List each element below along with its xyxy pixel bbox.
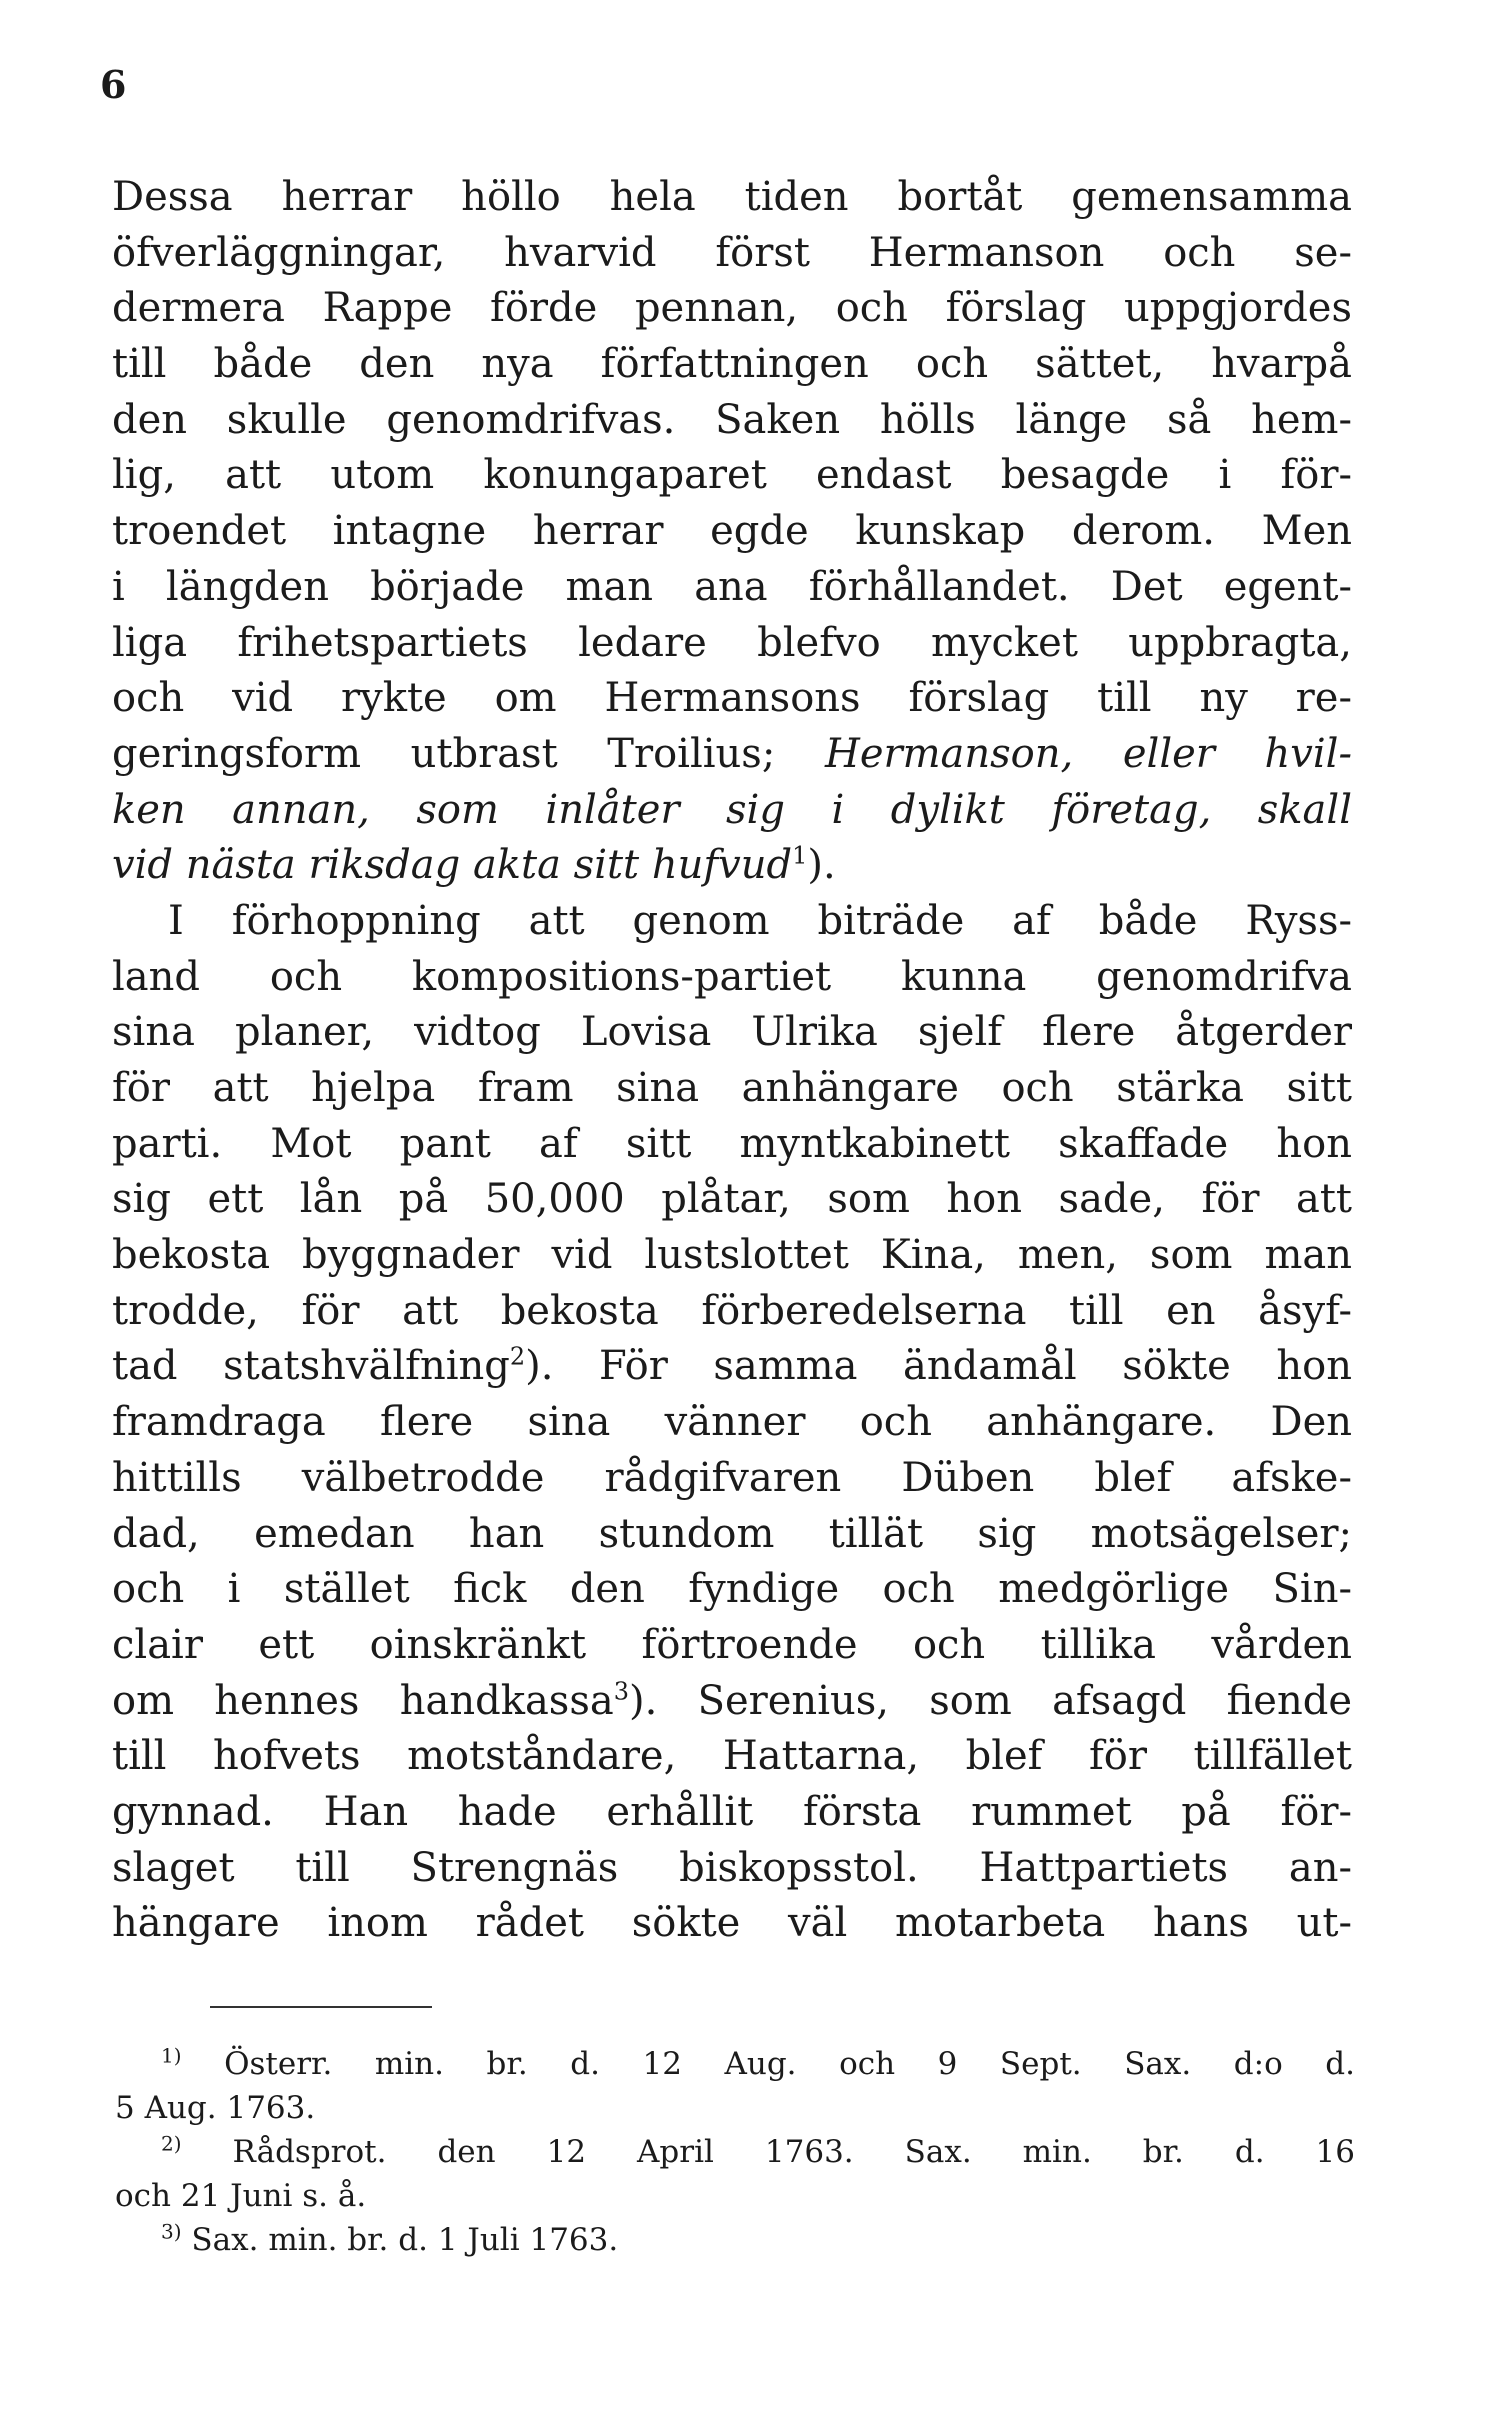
text-segment: ). [807,842,836,889]
text-segment: ). Serenius, som afsagd fiende [628,1677,1352,1724]
footnote-line: 5 Aug. 1763. [115,2090,316,2126]
footnote-mark: 1) [161,2043,182,2068]
text-line: clair ett oinskränkt förtroende och tillika vården [112,1621,1352,1668]
text-line: bekosta byggnader vid lustslottet Kina, men, som man [112,1232,1352,1279]
footnote-line [115,2218,1355,2262]
text-line: slaget till Strengnäs biskopsstol. Hattpartiets an- [112,1844,1352,1891]
footnote-mark: 2) [161,2131,182,2156]
footnote-ref: 1 [792,841,808,870]
text-line: Dessa herrar höllo hela tiden bortåt gemensamma [112,174,1352,220]
text-line: dermera Rappe förde pennan, och förslag uppgjordes [112,285,1352,332]
text-segment: ). För samma ändamål sökte hon [525,1343,1352,1390]
footnote-ref: 3 [613,1677,629,1706]
text-line: parti. Mot pant af sitt myntkabinett skaffade hon [112,1120,1352,1167]
footnote-ref: 2 [509,1343,526,1372]
text-segment: om hennes handkassa [112,1677,614,1724]
footnote-mark: 3) [161,2219,182,2244]
footnotes [115,2042,1355,2262]
text-line: framdraga flere sina vänner och anhängare. Den [112,1399,1352,1446]
text-line: i längden började man ana förhållandet. Det egent- [112,563,1352,610]
footnote-text: Rådsprot. den 12 April 1763. Sax. min. br. d. 16 [232,2134,1356,2170]
text-line: troendet intagne herrar egde kunskap derom. Men [112,508,1352,555]
footnote-line [115,2042,1355,2086]
footnote-divider [210,2006,432,2008]
text-line: hittills välbetrodde rådgifvaren Düben blef afske- [112,1454,1352,1501]
text-line [112,1339,1352,1395]
text-line: till hofvets motståndare, Hattarna, blef för tillfället [112,1733,1352,1780]
page-number: 6 [100,62,127,107]
text-line [112,838,1352,894]
footnote-text: Österr. min. br. d. 12 Aug. och 9 Sept. Sax. d:o d. [224,2046,1356,2082]
italic-quote: Hermanson, eller hvil- [824,730,1352,777]
text-line: gynnad. Han hade erhållit första rummet på för- [112,1788,1352,1835]
text-segment: geringsform utbrast Troilius; [112,730,776,777]
text-line: och i stället fick den fyndige och medgörlige Sin- [112,1566,1352,1613]
footnote-line: och 21 Juni s. å. [115,2178,367,2214]
text-line [112,1674,1352,1730]
text-line: öfverläggningar, hvarvid först Hermanson och se- [112,229,1352,276]
text-line-italic: ken annan, som inlåter sig i dylikt företag, skall [112,786,1352,833]
text-segment: tad statshvälfning [112,1343,510,1390]
text-line: dad, emedan han stundom tillät sig motsägelser; [112,1510,1352,1557]
text-line: trodde, för att bekosta förberedelserna till en åsyf- [112,1287,1352,1334]
text-line: hängare inom rådet sökte väl motarbeta hans ut- [112,1900,1352,1947]
text-line: sig ett lån på 50,000 plåtar, som hon sade, för att [112,1176,1352,1223]
italic-quote: vid nästa riksdag akta sitt hufvud [112,842,793,889]
text-line: sina planer, vidtog Lovisa Ulrika sjelf flere åtgerder [112,1009,1352,1056]
body-text [112,170,1352,1952]
footnote-text: Sax. min. br. d. 1 Juli 1763. [191,2222,619,2258]
text-line: den skulle genomdrifvas. Saken hölls länge så hem- [112,396,1352,443]
text-line: för att hjelpa fram sina anhängare och stärka sitt [112,1065,1352,1111]
text-line: och vid rykte om Hermansons förslag till ny re- [112,675,1352,722]
text-line-indented: I förhoppning att genom biträde af både Ryss- [168,897,1352,944]
text-line: liga frihetspartiets ledare blefvo mycket uppbragta, [112,619,1352,666]
footnote-line [115,2130,1355,2174]
text-line: lig, att utom konungaparet endast besagde i för- [112,452,1352,499]
text-line: till både den nya författningen och sättet, hvarpå [112,341,1352,388]
text-line [112,727,1352,783]
text-line: land och kompositions-partiet kunna genomdrifva [112,953,1352,1000]
